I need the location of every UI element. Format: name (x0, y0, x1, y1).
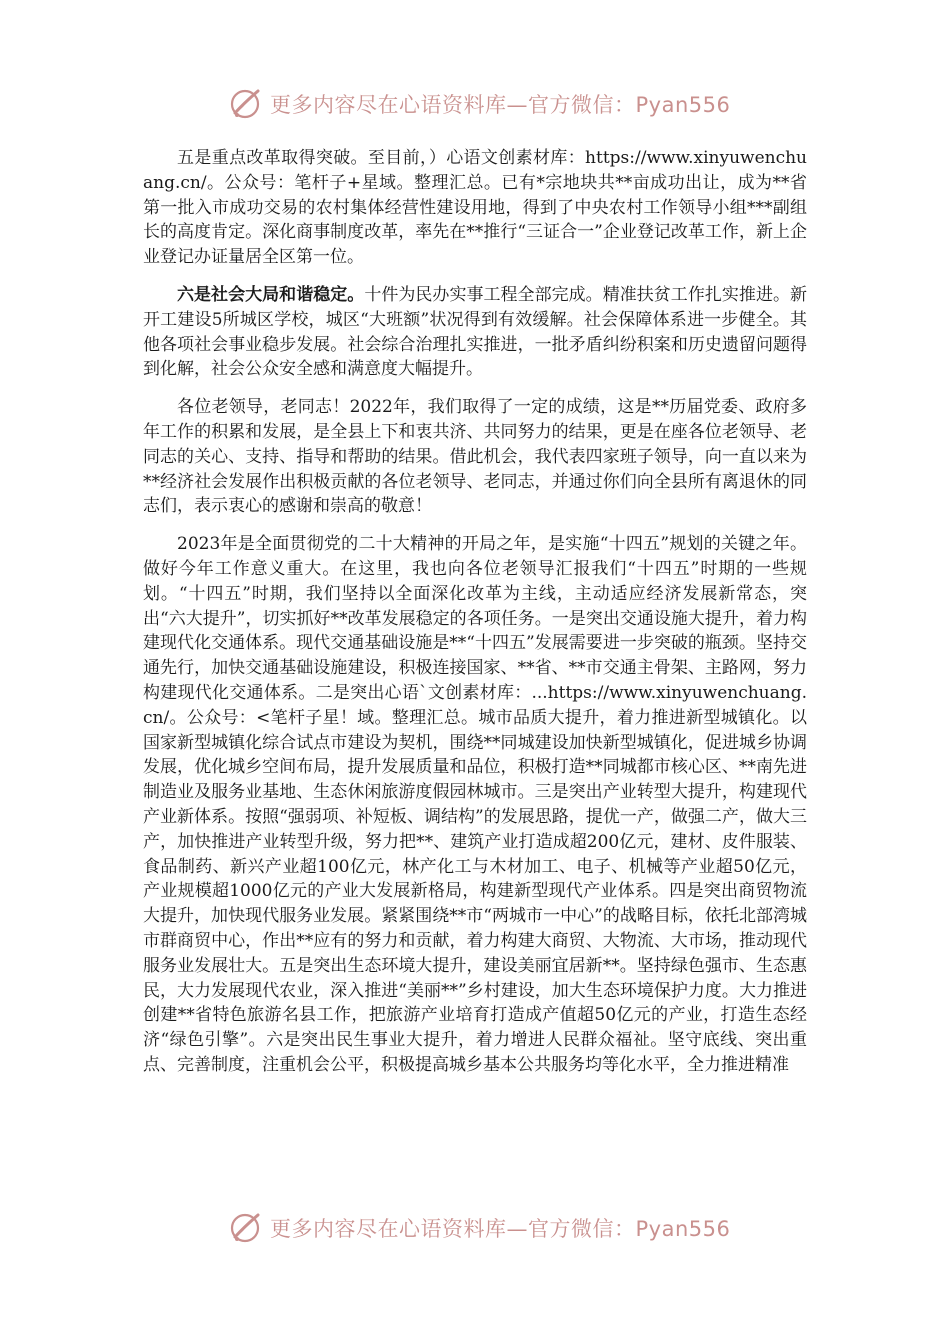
paragraph-plan-2023: 2023年是全面贯彻党的二十大精神的开局之年，是实施“十四五”规划的关键之年。做好今年工作意义重大。在这里，我也向各位老领导汇报我们“十四五”时期的一些规划。“十四五”时期，我们坚持以全面深化改革为主线，主动适应经济发展新常态，突出“六大提升”，切实抓好**改革发展稳定的各项任务。一是突出交通设施大提升，着力构建现代化交通体系。现代交通基础设施是**“十四五”发展需要进一步突破的瓶颈。坚持交通先行，加快交通基础设施建设，积极连接国家、**省、**市交通主骨架、主路网，努力构建现代化交通体系。二是突出心语`文创素材库：...https://www.xinyuwenchuang.cn/。公众号：<笔杆子星！域。整理汇总。城市品质大提升，着力推进新型城镇化。以国家新型城镇化综合试点市建设为契机，围绕**同城建设加快新型城镇化，促进城乡协调发展，优化城乡空间布局，提升发展质量和品位，积极打造**同城都市核心区、**南先进制造业及服务业基地、生态休闲旅游度假园林城市。三是突出产业转型大提升，构建现代产业新体系。按照“强弱项、补短板、调结构”的发展思路，提优一产，做强二产，做大三产，加快推进产业转型升级，努力把**、建筑产业打造成超200亿元，建材、皮件服装、食品制药、新兴产业超100亿元，林产化工与木材加工、电子、机械等产业超50亿元，产业规模超1000亿元的产业大发展新格局，构建新型现代产业体系。四是突出商贸物流大提升，加快现代服务业发展。紧紧围绕**市“两城市一中心”的战略目标，依托北部湾城市群商贸中心，作出**应有的努力和贡献，着力构建大商贸、大物流、大市场，推动现代服务业发展壮大。五是突出生态环境大提升，建设美丽宜居新**。坚持绿色强市、生态惠民，大力发展现代农业，深入推进“美丽**”乡村建设，加大生态环境保护力度。大力推进创建**省特色旅游名县工作，把旅游产业培育打造成产值超50亿元的产业，打造生态经济“绿色引擎”。六是突出民生事业大提升，着力增进人民群众福祉。坚守底线、突出重点、完善制度，注重机会公平，积极提高城乡基本公共服务均等化水平，全力推进精准 (143, 534, 807, 1075)
document-body (143, 146, 807, 1091)
paragraph-lead-heading: 六是社会大局和谐稳定。 (177, 284, 365, 305)
brush-logo-icon (228, 86, 264, 122)
header-banner (228, 84, 730, 124)
paragraph-thanks: 各位老领导，老同志！2022年，我们取得了一定的成绩，这是**历届党委、政府多年工作的积累和发展，是全县上下和衷共济、共同努力的结果，更是在座各位老领导、老同志的关心、支持、指导和帮助的结果。借此机会，我代表四家班子领导，向一直以来为**经济社会发展作出积极贡献的各位老领导、老同志，并通过你们向全县所有离退休的同志们，表示衷心的感谢和崇高的敬意！ (143, 397, 807, 517)
paragraph-social-stability (143, 283, 807, 382)
paragraph-body: 十件为民办实事工程全部完成。精准扶贫工作扎实推进。新开工建设5所城区学校，城区“大班额”状况得到有效缓解。社会保障体系进一步健全。其他各项社会事业稳步发展。社会综合治理扎实推进，一批矛盾纠纷积案和历史遗留问题得到化解，社会公众安全感和满意度大幅提升。 (143, 284, 808, 380)
footer-banner-text: 更多内容尽在心语资料库—官方微信：Pyan556 (270, 1217, 731, 1241)
paragraph-reform: 五是重点改革取得突破。至目前，）心语文创素材库：https://www.xinyuwenchuang.cn/。公众号：笔杆子+星域。整理汇总。已有*宗地块共**亩成功出让，成为**省第一批入市成功交易的农村集体经营性建设用地，得到了中央农村工作领导小组***副组长的高度肯定。深化商事制度改革，率先在**推行“三证合一”企业登记改革工作，新上企业登记办证量居全区第一位。 (143, 148, 807, 268)
footer-banner (228, 1208, 730, 1248)
brush-logo-icon (228, 1210, 264, 1246)
header-banner-text: 更多内容尽在心语资料库—官方微信：Pyan556 (270, 93, 731, 117)
